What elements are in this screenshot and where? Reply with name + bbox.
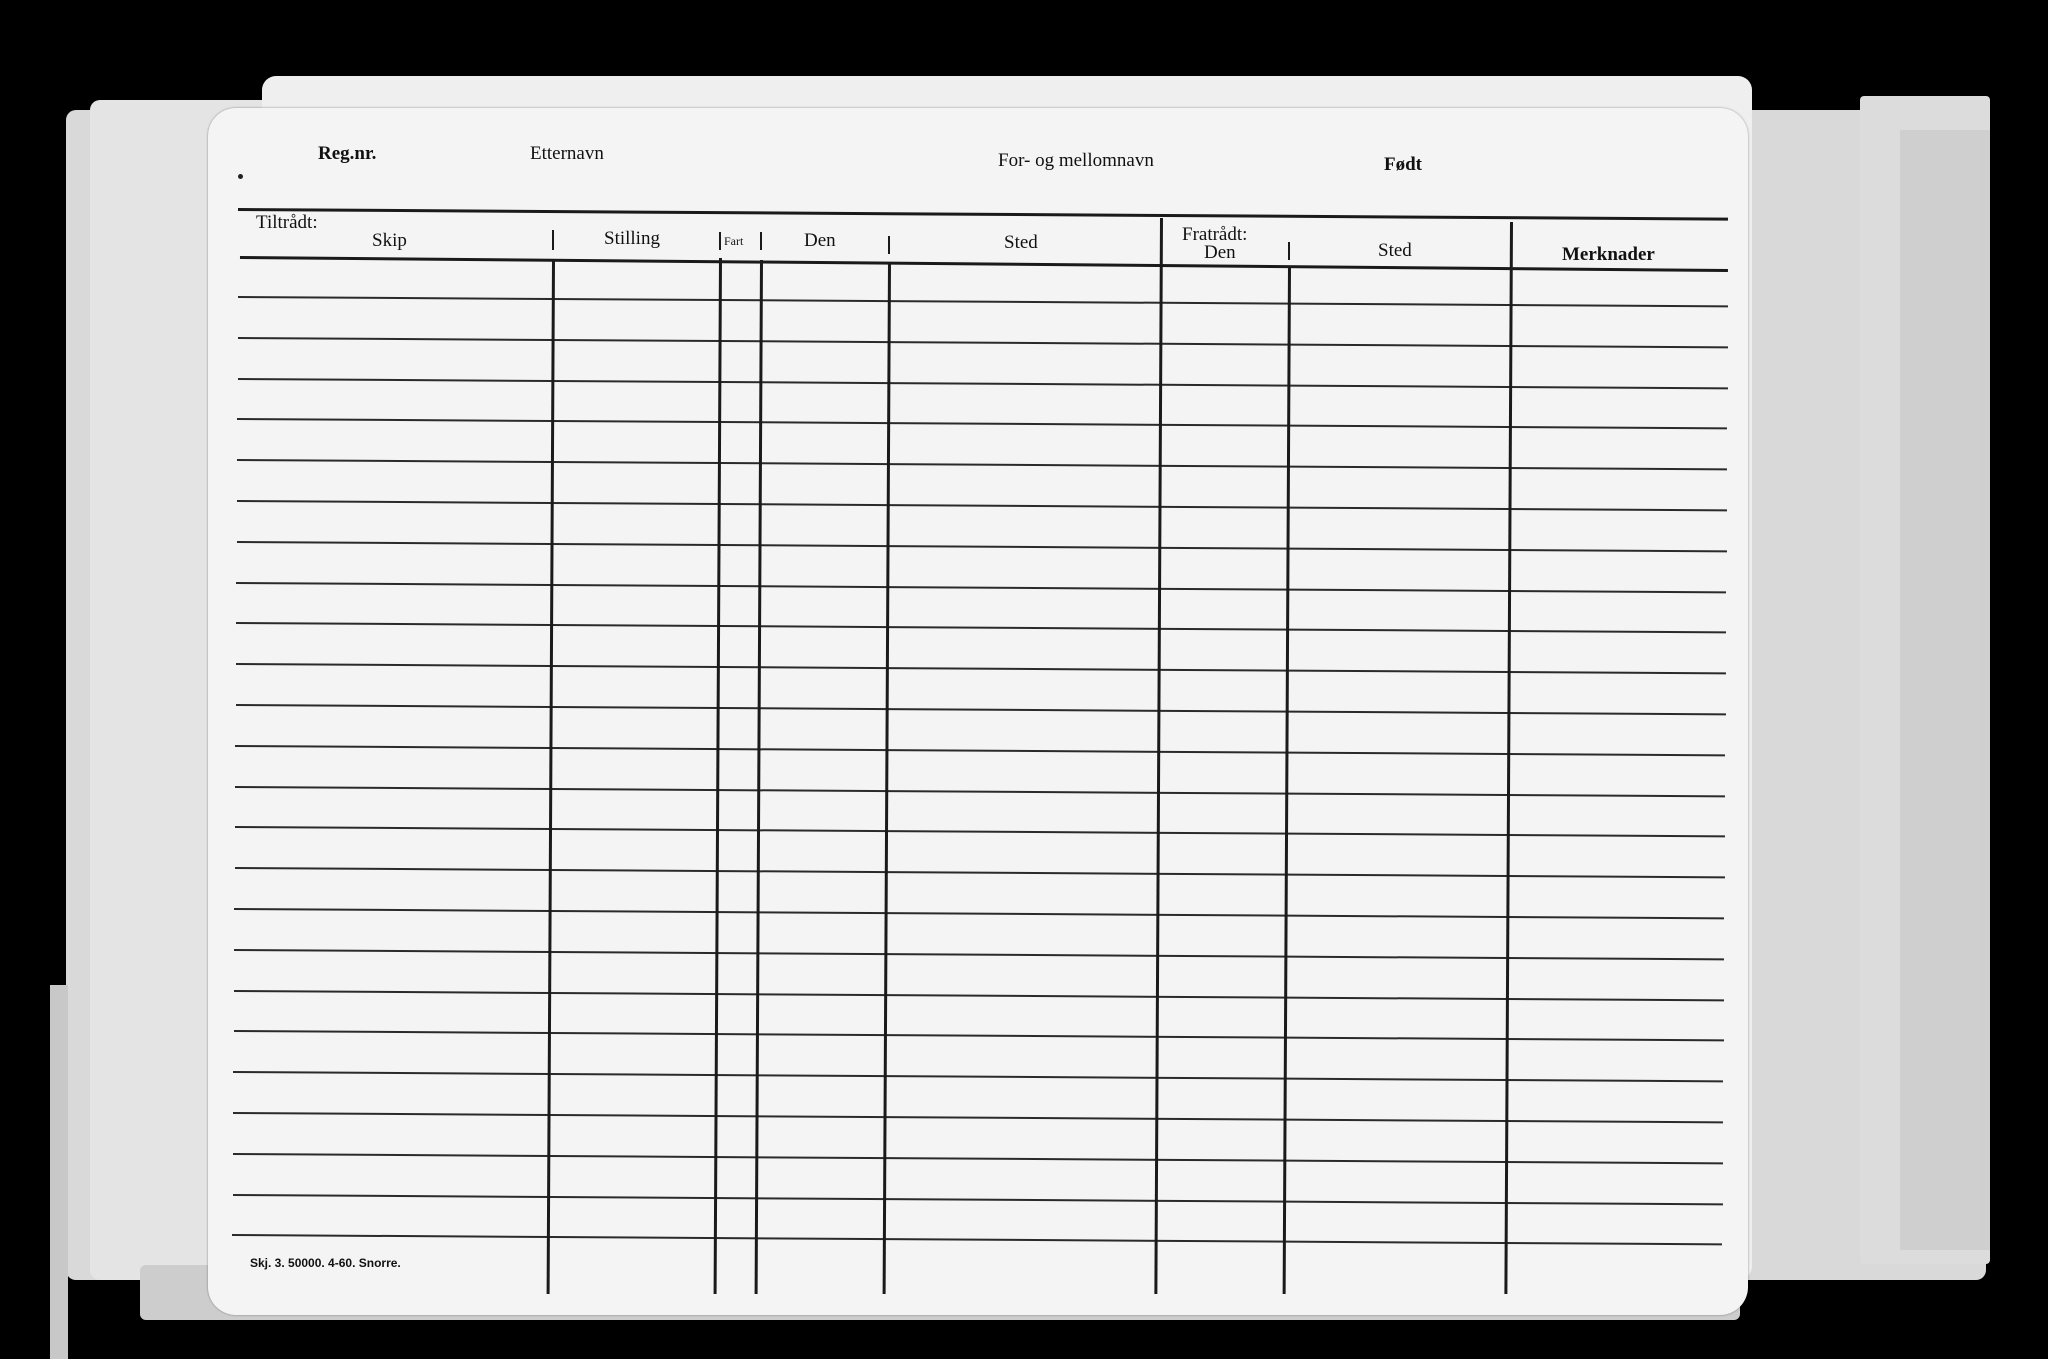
signed-off-label: Fratrådt: [1182,224,1248,245]
binder-strip [50,985,68,1359]
grid-row-line [234,949,1724,960]
grid-row-line [233,1071,1723,1082]
surname-label: Etternavn [530,143,604,164]
header-divider-trade-left [719,232,721,250]
grid-row-line [235,745,1725,756]
grid-row-line [235,786,1725,797]
header-divider-ship [552,230,554,250]
column-divider-position [714,258,722,1294]
col-trade: Fart [724,234,744,248]
grid-row-line [233,1112,1723,1123]
column-divider-trade [755,260,763,1294]
grid-row-line [234,867,1724,878]
header-divider-date [888,236,890,254]
grid-row-line [233,1153,1723,1164]
form-print-mark: Skj. 3. 50000. 4-60. Snorre. [250,1256,401,1270]
grid-row-line [236,663,1726,674]
grid-row-line [236,582,1726,593]
punch-mark [238,174,243,179]
grid-row-line [237,500,1727,511]
folder-edge-right-2 [1900,130,1990,1250]
grid-row-line [232,1194,1722,1205]
col-ship: Skip [372,230,407,251]
grid-row-line [234,908,1724,919]
born-label: Født [1384,154,1422,175]
reg-nr-label: Reg.nr. [318,143,377,164]
column-divider-ship [547,260,555,1294]
grid-row-line [237,378,1727,389]
grid-row-line [238,296,1728,307]
column-divider-place-off [1504,222,1513,1294]
seaman-record-card [208,108,1748,1315]
col-remarks: Merknader [1562,244,1655,265]
grid-row-line [232,1234,1722,1245]
signed-on-label: Tiltrådt: [256,212,318,233]
grid-row-line [233,1030,1723,1041]
col-place-on: Sted [1004,232,1038,253]
given-names-label: For- og mellomnavn [998,150,1154,171]
column-divider-date-on [883,262,891,1294]
grid-row-line [236,622,1726,633]
header-divider-trade-right [760,232,762,250]
grid-row-line [236,541,1726,552]
grid-row-line [235,826,1725,837]
col-date-off: Den [1204,242,1236,263]
col-date-on: Den [804,230,836,251]
grid-row-line [237,459,1727,470]
column-divider-date-off [1283,266,1291,1294]
col-place-off: Sted [1378,240,1412,261]
header-divider-signed-off [1288,242,1290,260]
grid-row-line [238,337,1728,348]
header-top-rule [238,208,1728,221]
column-divider-place-on [1154,218,1163,1294]
grid-row-line [235,704,1725,715]
grid-row-line [234,990,1724,1001]
header-bottom-rule [240,256,1728,272]
grid-row-line [237,418,1727,429]
col-position: Stilling [604,228,660,249]
